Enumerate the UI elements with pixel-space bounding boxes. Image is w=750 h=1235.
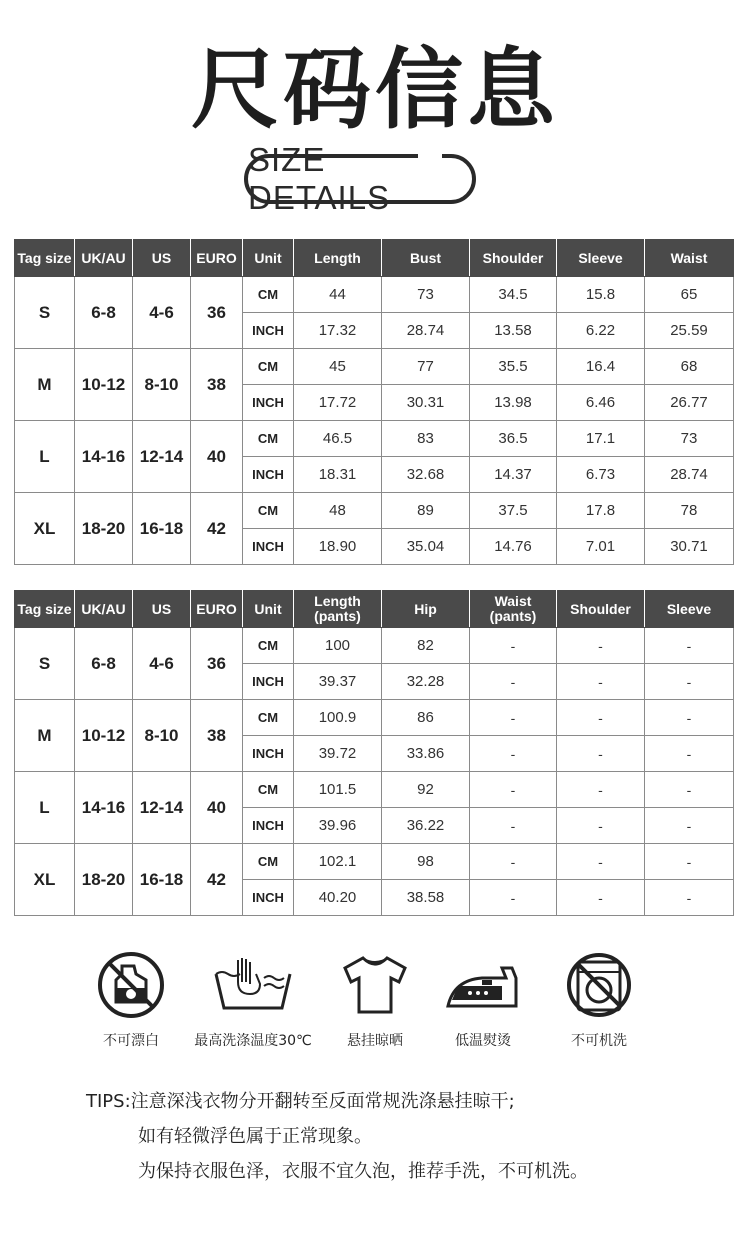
column-header: Bust <box>382 240 470 277</box>
size-uk: 18-20 <box>75 844 133 916</box>
column-header: US <box>133 240 191 277</box>
unit-inch: INCH <box>243 313 294 349</box>
table-cell: 17.8 <box>557 493 645 529</box>
table-row <box>15 349 734 385</box>
size-us: 12-14 <box>133 772 191 844</box>
size-tag: S <box>15 277 75 349</box>
table-cell: 37.5 <box>470 493 557 529</box>
table-cell: 38.58 <box>382 880 470 916</box>
column-header: Unit <box>243 591 294 628</box>
unit-inch: INCH <box>243 529 294 565</box>
unit-cm: CM <box>243 493 294 529</box>
table-cell: 15.8 <box>557 277 645 313</box>
table-cell: - <box>470 772 557 808</box>
table-cell: 26.77 <box>645 385 734 421</box>
page-title: 尺码信息 <box>190 38 559 141</box>
table-cell: 17.32 <box>294 313 382 349</box>
low-iron-icon <box>438 950 528 1020</box>
size-euro: 36 <box>191 277 243 349</box>
table-row <box>15 844 734 880</box>
table-cell: 40.20 <box>294 880 382 916</box>
table-cell: 6.46 <box>557 385 645 421</box>
size-us: 8-10 <box>133 700 191 772</box>
care-item <box>529 950 669 1050</box>
table-row <box>15 772 734 808</box>
care-instructions <box>0 950 750 1070</box>
table-cell: - <box>470 664 557 700</box>
bottom-size-table <box>14 590 734 916</box>
unit-inch: INCH <box>243 736 294 772</box>
size-euro: 38 <box>191 700 243 772</box>
table-row <box>15 628 734 664</box>
table-cell: 100 <box>294 628 382 664</box>
table-cell: - <box>645 772 734 808</box>
tips <box>86 1084 588 1189</box>
unit-inch: INCH <box>243 880 294 916</box>
column-header: UK/AU <box>75 240 133 277</box>
table-cell: - <box>557 628 645 664</box>
column-header: Hip <box>382 591 470 628</box>
table-cell: - <box>557 844 645 880</box>
size-tag: L <box>15 421 75 493</box>
size-uk: 14-16 <box>75 421 133 493</box>
table-cell: 92 <box>382 772 470 808</box>
table-cell: 32.68 <box>382 457 470 493</box>
table-cell: - <box>645 664 734 700</box>
size-tag: S <box>15 628 75 700</box>
column-header: Waist (pants) <box>470 591 557 628</box>
size-tag: XL <box>15 844 75 916</box>
column-header: Unit <box>243 240 294 277</box>
table-cell: 32.28 <box>382 664 470 700</box>
table-cell: 18.31 <box>294 457 382 493</box>
table-cell: 82 <box>382 628 470 664</box>
size-uk: 14-16 <box>75 772 133 844</box>
table-cell: 100.9 <box>294 700 382 736</box>
unit-cm: CM <box>243 700 294 736</box>
table-cell: - <box>470 844 557 880</box>
table-row <box>15 421 734 457</box>
table-cell: 39.96 <box>294 808 382 844</box>
table-cell: - <box>470 808 557 844</box>
column-header: EURO <box>191 591 243 628</box>
column-header: Sleeve <box>645 591 734 628</box>
size-tag: XL <box>15 493 75 565</box>
table-cell: 73 <box>382 277 470 313</box>
care-label: 低温熨烫 <box>455 1033 511 1049</box>
table-cell: - <box>470 628 557 664</box>
table-cell: 6.22 <box>557 313 645 349</box>
size-euro: 36 <box>191 628 243 700</box>
size-us: 4-6 <box>133 277 191 349</box>
unit-cm: CM <box>243 628 294 664</box>
size-euro: 40 <box>191 421 243 493</box>
no-machine-wash-icon <box>564 950 634 1020</box>
size-uk: 10-12 <box>75 700 133 772</box>
column-header: Shoulder <box>557 591 645 628</box>
table-cell: 16.4 <box>557 349 645 385</box>
table-cell: 39.37 <box>294 664 382 700</box>
size-tag: M <box>15 349 75 421</box>
table-cell: - <box>557 880 645 916</box>
table-cell: - <box>557 700 645 736</box>
care-label: 最高洗涤温度30℃ <box>194 1033 312 1049</box>
table-cell: 13.58 <box>470 313 557 349</box>
table-cell: 46.5 <box>294 421 382 457</box>
table-row <box>15 700 734 736</box>
table-cell: - <box>557 808 645 844</box>
size-us: 12-14 <box>133 421 191 493</box>
table-cell: 98 <box>382 844 470 880</box>
table-cell: 18.90 <box>294 529 382 565</box>
table-cell: - <box>645 736 734 772</box>
table-cell: 30.31 <box>382 385 470 421</box>
care-item <box>61 950 201 1050</box>
table-cell: 48 <box>294 493 382 529</box>
table-cell: 68 <box>645 349 734 385</box>
tips-line-1: TIPS:注意深浅衣物分开翻转至反面常规洗涤悬挂晾干; <box>86 1091 515 1112</box>
size-euro: 38 <box>191 349 243 421</box>
size-uk: 6-8 <box>75 277 133 349</box>
table-cell: - <box>470 880 557 916</box>
unit-cm: CM <box>243 421 294 457</box>
table-cell: 78 <box>645 493 734 529</box>
size-tag: M <box>15 700 75 772</box>
size-us: 16-18 <box>133 493 191 565</box>
table-cell: - <box>645 628 734 664</box>
table-cell: 86 <box>382 700 470 736</box>
table-cell: - <box>645 844 734 880</box>
table-cell: 13.98 <box>470 385 557 421</box>
top-size-table <box>14 239 734 565</box>
table-cell: 65 <box>645 277 734 313</box>
care-label: 不可机洗 <box>571 1033 627 1049</box>
table-cell: 14.37 <box>470 457 557 493</box>
table-cell: 14.76 <box>470 529 557 565</box>
table-cell: 17.72 <box>294 385 382 421</box>
badge-notch <box>418 148 442 158</box>
unit-inch: INCH <box>243 808 294 844</box>
care-label: 不可漂白 <box>103 1033 159 1049</box>
table-cell: 25.59 <box>645 313 734 349</box>
table-cell: 77 <box>382 349 470 385</box>
column-header: Tag size <box>15 591 75 628</box>
unit-cm: CM <box>243 844 294 880</box>
table-row <box>15 493 734 529</box>
unit-cm: CM <box>243 277 294 313</box>
care-label: 悬挂晾晒 <box>347 1033 403 1049</box>
size-uk: 18-20 <box>75 493 133 565</box>
unit-cm: CM <box>243 349 294 385</box>
table-cell: 33.86 <box>382 736 470 772</box>
unit-inch: INCH <box>243 457 294 493</box>
hang-dry-icon <box>335 950 415 1020</box>
unit-inch: INCH <box>243 664 294 700</box>
table-cell: - <box>470 700 557 736</box>
table-cell: - <box>557 664 645 700</box>
column-header: US <box>133 591 191 628</box>
table-cell: 35.5 <box>470 349 557 385</box>
table-cell: 6.73 <box>557 457 645 493</box>
table-cell: - <box>557 736 645 772</box>
column-header: EURO <box>191 240 243 277</box>
size-uk: 10-12 <box>75 349 133 421</box>
size-us: 16-18 <box>133 844 191 916</box>
no-bleach-icon <box>96 950 166 1020</box>
table-cell: 73 <box>645 421 734 457</box>
tips-line-3: 为保持衣服色泽，衣服不宜久泡，推荐手洗，不可机洗。 <box>138 1161 588 1182</box>
table-cell: - <box>645 808 734 844</box>
size-us: 8-10 <box>133 349 191 421</box>
column-header: Length <box>294 240 382 277</box>
size-details-badge: SIZE DETAILS <box>244 154 476 204</box>
column-header: Tag size <box>15 240 75 277</box>
table-cell: 36.5 <box>470 421 557 457</box>
size-euro: 40 <box>191 772 243 844</box>
table-row <box>15 277 734 313</box>
size-uk: 6-8 <box>75 628 133 700</box>
wash-30-icon <box>208 950 298 1020</box>
table-cell: 39.72 <box>294 736 382 772</box>
size-euro: 42 <box>191 844 243 916</box>
column-header: Length (pants) <box>294 591 382 628</box>
table-cell: 36.22 <box>382 808 470 844</box>
table-cell: 101.5 <box>294 772 382 808</box>
column-header: Sleeve <box>557 240 645 277</box>
table-cell: - <box>645 700 734 736</box>
table-cell: - <box>557 772 645 808</box>
size-us: 4-6 <box>133 628 191 700</box>
table-cell: 28.74 <box>645 457 734 493</box>
column-header: Shoulder <box>470 240 557 277</box>
care-item <box>183 950 323 1050</box>
unit-inch: INCH <box>243 385 294 421</box>
column-header: UK/AU <box>75 591 133 628</box>
table-cell: 17.1 <box>557 421 645 457</box>
table-cell: 30.71 <box>645 529 734 565</box>
size-tag: L <box>15 772 75 844</box>
table-cell: 102.1 <box>294 844 382 880</box>
table-cell: 34.5 <box>470 277 557 313</box>
table-cell: 35.04 <box>382 529 470 565</box>
size-euro: 42 <box>191 493 243 565</box>
table-cell: 83 <box>382 421 470 457</box>
table-cell: 45 <box>294 349 382 385</box>
unit-cm: CM <box>243 772 294 808</box>
table-cell: 89 <box>382 493 470 529</box>
table-cell: 44 <box>294 277 382 313</box>
tips-line-2: 如有轻微浮色属于正常现象。 <box>138 1126 372 1147</box>
column-header: Waist <box>645 240 734 277</box>
table-cell: - <box>470 736 557 772</box>
table-cell: 28.74 <box>382 313 470 349</box>
table-cell: 7.01 <box>557 529 645 565</box>
table-cell: - <box>645 880 734 916</box>
